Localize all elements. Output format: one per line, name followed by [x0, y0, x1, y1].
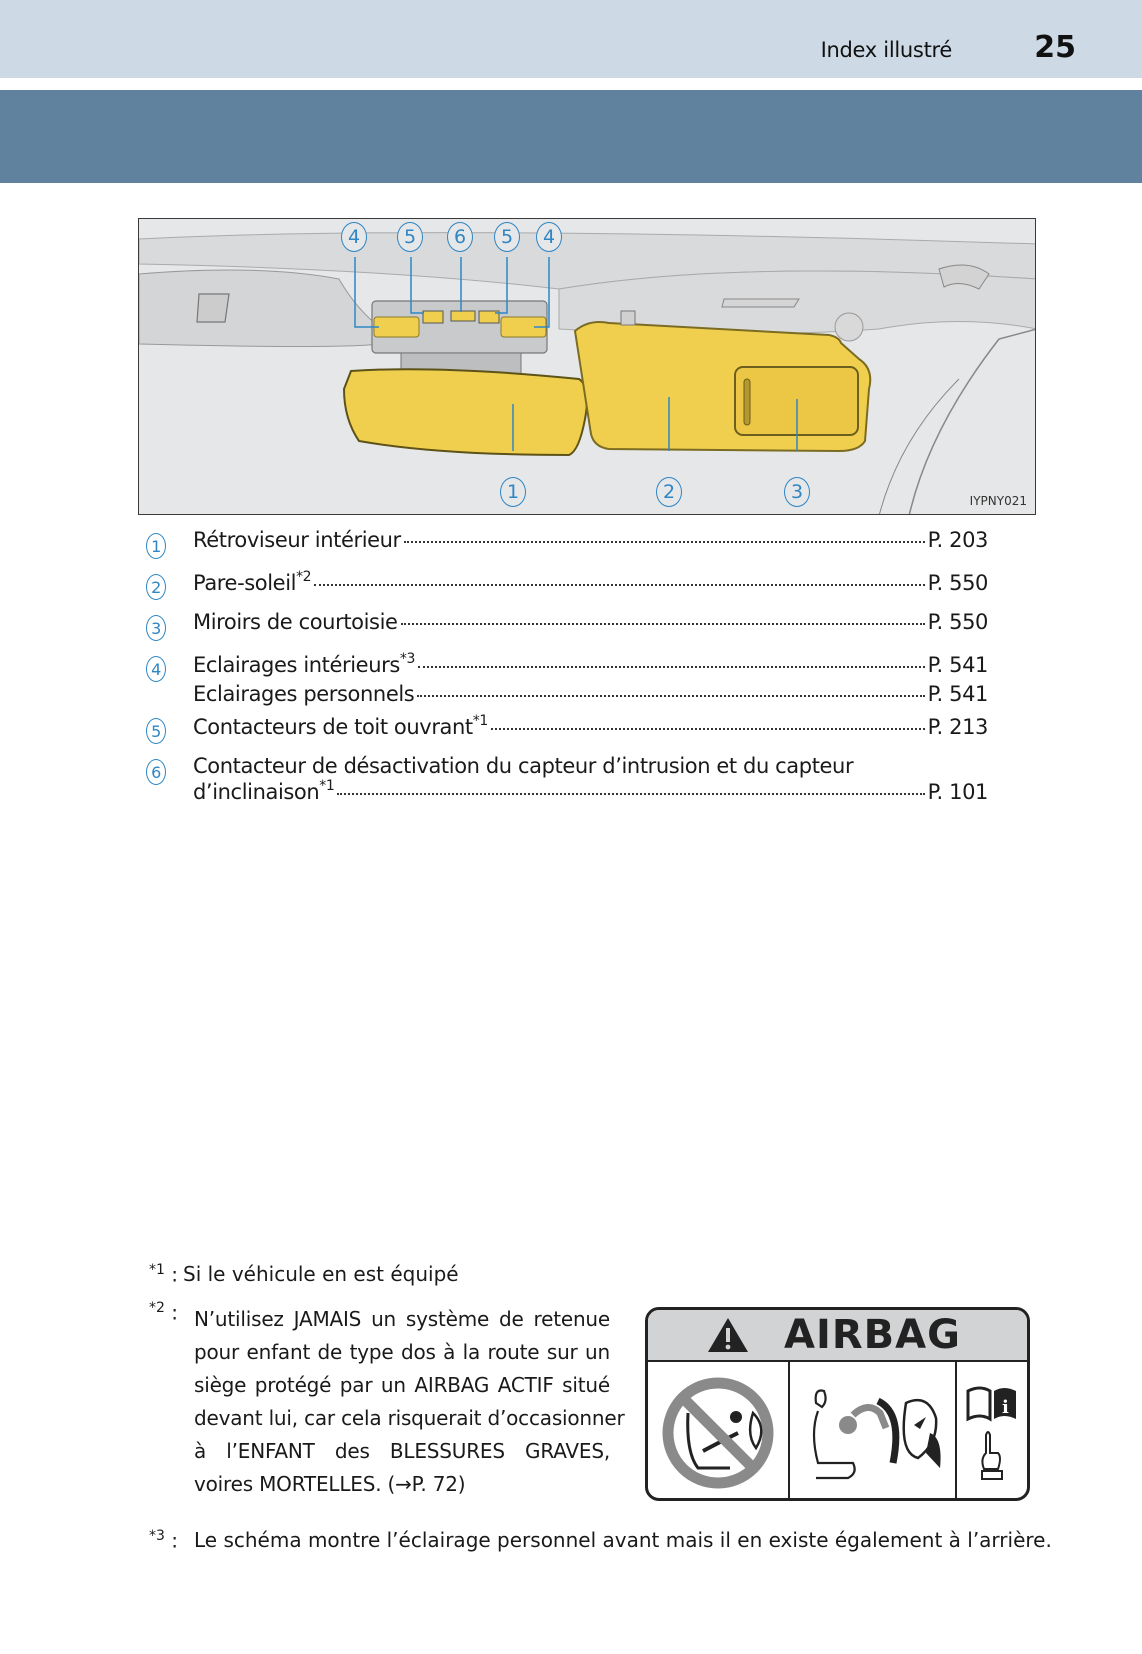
page-reference[interactable]: P. 203: [927, 528, 988, 552]
item-number-badge: 1: [146, 533, 166, 559]
airbag-warning-label: [645, 1307, 1030, 1501]
dot-leader: [417, 695, 924, 697]
index-entry[interactable]: [146, 713, 988, 754]
entry-label: [193, 713, 488, 739]
entry-label-text: Contacteurs de toit ouvrant: [193, 715, 473, 739]
footnote-mark-text: *2: [148, 1300, 165, 1316]
airbag-label-pictograms: [648, 1362, 1027, 1501]
callout-4-right: 4: [536, 222, 562, 252]
svg-text:i: i: [1002, 1396, 1009, 1418]
footnote-line: siège protégé par un AIRBAG ACTIF situé: [194, 1373, 610, 1397]
index-entry[interactable]: [146, 754, 988, 816]
footnote-ref: *1: [319, 778, 335, 794]
footnote-mark: $^{*1}$ :: [148, 1262, 178, 1287]
page-number: 25: [1034, 30, 1076, 65]
footnote-line: devant lui, car cela risquerait d’occasionner: [194, 1406, 625, 1430]
footnote-mark-text: *3: [148, 1528, 165, 1544]
dot-leader: [314, 584, 924, 586]
warning-triangle-icon: [706, 1316, 750, 1354]
pictogram-cell: [648, 1362, 790, 1501]
page-reference[interactable]: P. 550: [927, 571, 988, 595]
footnote-text: Le schéma montre l’éclairage personnel avant mais il en existe également à l’arrière.: [194, 1528, 1052, 1552]
footnote-line: N’utilisez JAMAIS un système de retenue: [194, 1307, 610, 1331]
footnote-mark: $^{*2}$ :: [148, 1300, 178, 1325]
airbag-label-title: AIRBAG: [784, 1312, 961, 1358]
callout-1: 1: [500, 477, 526, 507]
callout-5-left: 5: [397, 222, 423, 252]
page-reference[interactable]: P. 101: [927, 780, 988, 804]
no-rear-facing-child-seat-icon: [658, 1373, 778, 1493]
read-manual-icon: [962, 1373, 1022, 1493]
item-number-badge: 2: [146, 574, 166, 600]
airbag-label-header: [648, 1310, 1027, 1362]
item-number-badge: 4: [146, 656, 166, 682]
interior-illustration: [138, 218, 1036, 515]
callout-2: 2: [656, 477, 682, 507]
footnote-ref: *3: [399, 651, 416, 667]
header-band: [0, 0, 1142, 78]
item-number-badge: 6: [146, 759, 166, 785]
item-number-badge: 3: [146, 615, 166, 641]
callout-3: 3: [784, 477, 810, 507]
footnote-line: pour enfant de type dos à la route sur un: [194, 1340, 610, 1364]
page-reference[interactable]: P. 541: [927, 682, 988, 706]
entry-label-line1: Contacteur de désactivation du capteur d’intrusion et du capteur: [193, 754, 854, 778]
footnote-text: Si le véhicule en est équipé: [183, 1262, 459, 1286]
entry-label-line2: [193, 778, 334, 804]
index-entry[interactable]: [146, 610, 988, 651]
footnote-ref: *1: [472, 713, 488, 729]
pictogram-cell: [957, 1362, 1027, 1501]
index-entry[interactable]: [146, 528, 988, 569]
entry-label: Miroirs de courtoisie: [193, 610, 398, 634]
footnote-ref: *2: [296, 569, 312, 585]
page-reference[interactable]: P. 550: [927, 610, 988, 634]
entry-label: [193, 569, 311, 595]
index-list: [146, 528, 988, 816]
callout-4-left: 4: [341, 222, 367, 252]
entry-label: Eclairages personnels: [193, 682, 415, 706]
index-entry[interactable]: [146, 569, 988, 610]
image-code: IYPNY021: [969, 494, 1027, 508]
entry-label: Rétroviseur intérieur: [193, 528, 401, 552]
dot-leader: [337, 793, 924, 795]
item-number-badge: 5: [146, 718, 166, 744]
footnote-mark-text: *1: [148, 1262, 165, 1278]
footnote-line-with-link[interactable]: voires MORTELLES. (→P. 72): [194, 1472, 466, 1496]
entry-label-text: d’inclinaison: [193, 780, 320, 804]
pictogram-cell: [790, 1362, 957, 1501]
page-reference[interactable]: P. 213: [927, 715, 988, 739]
section-title: Index illustré: [820, 38, 952, 62]
callout-6: 6: [447, 222, 473, 252]
footnote-mark: $^{*3}$ :: [148, 1528, 178, 1553]
dot-leader: [401, 623, 925, 625]
airbag-deploy-icon: [798, 1373, 948, 1493]
footnote-line: à l’ENFANT des BLESSURES GRAVES,: [194, 1439, 610, 1463]
entry-label: [193, 651, 415, 677]
page-reference[interactable]: P. 541: [927, 653, 988, 677]
dot-leader: [404, 541, 925, 543]
dot-leader: [418, 666, 925, 668]
callout-5-right: 5: [494, 222, 520, 252]
dot-leader: [491, 728, 925, 730]
index-subentry[interactable]: [146, 682, 988, 713]
footnote-2-text: [194, 1303, 625, 1501]
entry-label-text: Pare-soleil: [193, 571, 297, 595]
header-stripe: [0, 90, 1142, 183]
callouts: [139, 219, 1035, 514]
entry-label-text: Eclairages intérieurs: [193, 653, 400, 677]
